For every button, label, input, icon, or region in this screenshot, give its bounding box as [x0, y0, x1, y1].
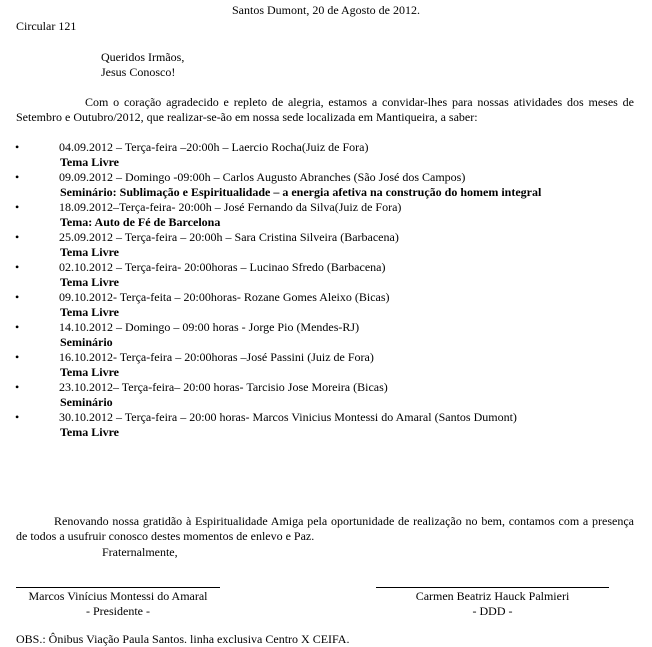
event-text: 04.09.2012 – Terça-feira –20:00h – Laercio Rocha(Juiz de Fora) [59, 140, 369, 154]
bullet: • [15, 350, 20, 364]
event-item [0, 200, 652, 230]
event-theme: Tema Livre [60, 245, 119, 259]
observation-note: OBS.: Ônibus Viação Paula Santos. linha exclusiva Centro X CEIFA. [16, 632, 350, 646]
event-text: 14.10.2012 – Domingo – 09:00 horas - Jorge Pio (Mendes-RJ) [59, 320, 360, 334]
bullet: • [15, 410, 20, 424]
event-item [0, 260, 652, 290]
event-item [0, 230, 652, 260]
event-theme: Tema Livre [60, 425, 119, 439]
intro-paragraph: Com o coração agradecido e repleto de alegria, estamos a convidar-lhes para nossas atividades dos meses de Setembro e Outubro/2012, que realizar-se-ão em nossa sede localizada em Mantiqueira, a saber: [16, 95, 634, 124]
signature-role-ddd: - DDD - [472, 604, 513, 618]
event-text: 23.10.2012– Terça-feira– 20:00 horas- Tarcisio Jose Moreira (Bicas) [59, 380, 388, 394]
event-theme: Tema Livre [60, 305, 119, 319]
greeting-line-1: Queridos Irmãos, [101, 50, 185, 64]
bullet: • [15, 140, 20, 154]
event-text: 09.09.2012 – Domingo -09:00h – Carlos Augusto Abranches (São José dos Campos) [59, 170, 466, 184]
event-theme: Tema Livre [60, 365, 119, 379]
greeting-line-2: Jesus Conosco! [101, 65, 176, 79]
event-item [0, 170, 652, 200]
bullet: • [15, 290, 20, 304]
farewell: Fraternalmente, [102, 545, 178, 559]
event-theme: Tema Livre [60, 155, 119, 169]
bullet: • [15, 200, 20, 214]
bullet: • [15, 230, 20, 244]
event-item [0, 350, 652, 380]
closing-paragraph: Renovando nossa gratidão à Espiritualidade Amiga pela oportunidade de realização no bem, contamos com a presença de todos a usufruir conosco destes momentos de enlevo e Paz. [16, 514, 634, 543]
event-text: 16.10.2012- Terça-feira – 20:00horas –José Passini (Juiz de Fora) [59, 350, 374, 364]
event-text: 25.09.2012 – Terça-feira – 20:00h – Sara Cristina Silveira (Barbacena) [59, 230, 399, 244]
bullet: • [15, 170, 20, 184]
event-text: 18.09.2012–Terça-feira- 20:00h – José Fernando da Silva(Juiz de Fora) [59, 200, 402, 214]
event-text: 09.10.2012- Terça-feita – 20:00horas- Rozane Gomes Aleixo (Bicas) [59, 290, 390, 304]
signature-line-right [376, 587, 609, 588]
bullet: • [15, 260, 20, 274]
signature-role-president: - Presidente - [86, 604, 150, 618]
date-line: Santos Dumont, 20 de Agosto de 2012. [232, 3, 420, 17]
event-theme: Seminário: Sublimação e Espiritualidade – a energia afetiva na construção do homem integral [60, 185, 542, 199]
event-item [0, 380, 652, 410]
event-theme: Tema Livre [60, 275, 119, 289]
signature-line-left [16, 587, 220, 588]
signature-name-president: Marcos Vinícius Montessi do Amaral [28, 589, 208, 603]
event-theme: Seminário [60, 335, 113, 349]
event-item [0, 410, 652, 440]
event-theme: Tema: Auto de Fé de Barcelona [60, 215, 221, 229]
bullet: • [15, 380, 20, 394]
event-item [0, 140, 652, 170]
event-item [0, 290, 652, 320]
bullet: • [15, 320, 20, 334]
event-text: 30.10.2012 – Terça-feira – 20:00 horas- Marcos Vinicius Montessi do Amaral (Santos Dumont) [59, 410, 517, 424]
signature-name-ddd: Carmen Beatriz Hauck Palmieri [415, 589, 570, 603]
event-text: 02.10.2012 – Terça-feira- 20:00horas – Lucinao Sfredo (Barbacena) [59, 260, 386, 274]
event-theme: Seminário [60, 395, 113, 409]
event-item [0, 320, 652, 350]
circular-number: Circular 121 [16, 19, 77, 33]
